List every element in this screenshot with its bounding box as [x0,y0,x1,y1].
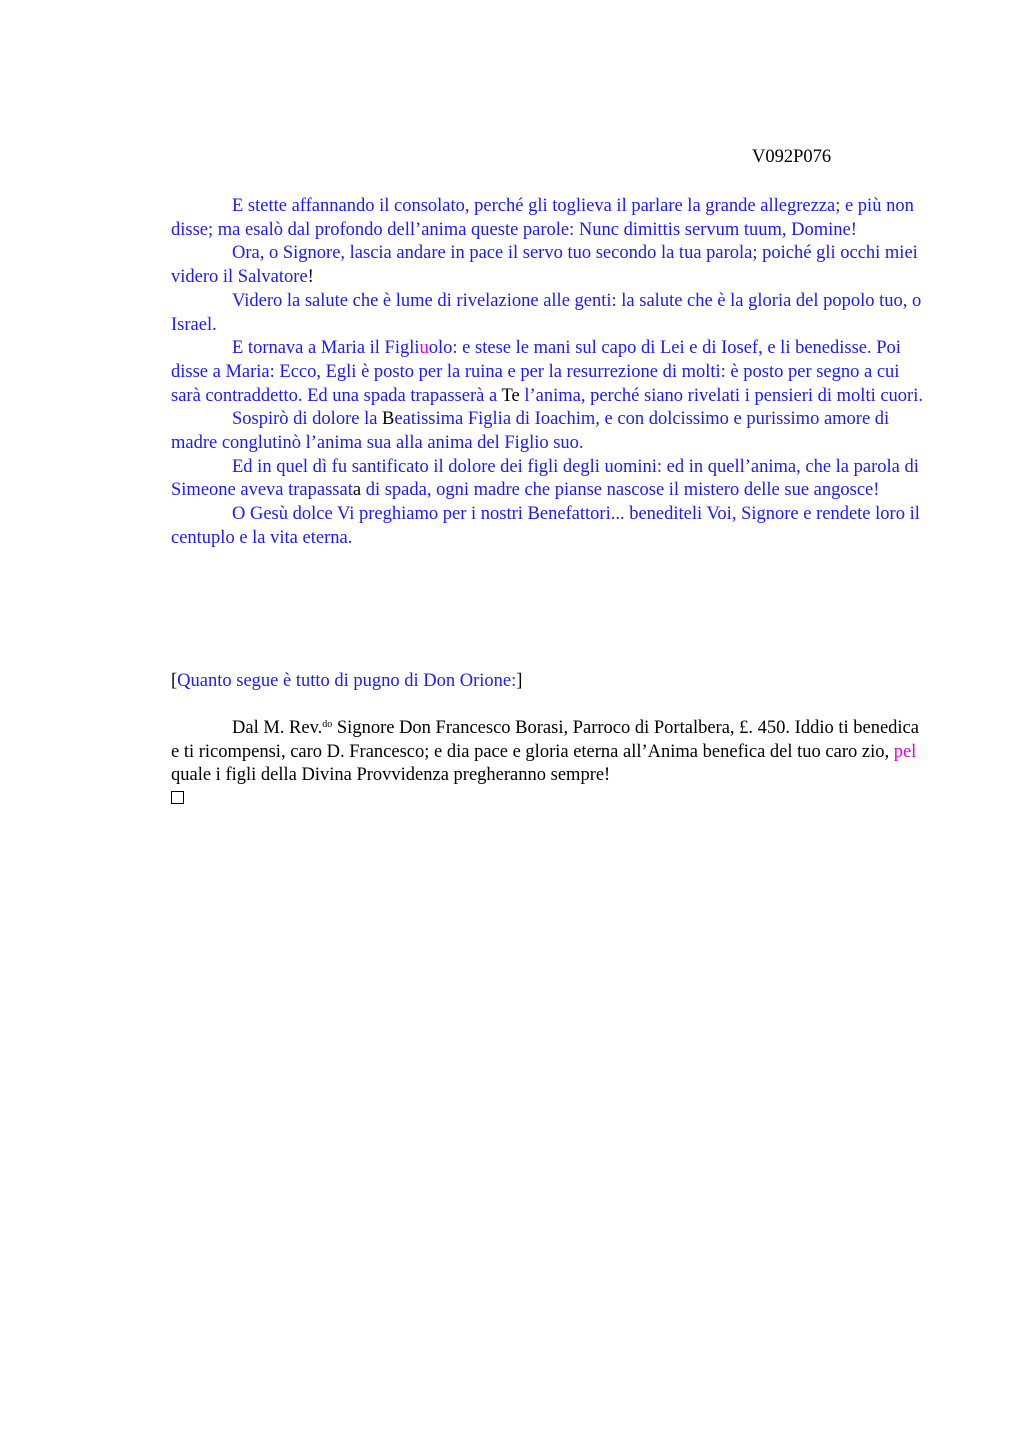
paragraph-4-text-e: l’anima, perché siano rivelati i pensieri di molti cuori. [519,385,923,406]
donation-text-b: Signore Don Francesco Borasi, Parroco di Portalbera, £. 450. Iddio ti benedica e ti ricompensi, caro D. Francesco; e dia pace e gloria eterna all’Anima benefica del tuo caro zio, [171,718,919,762]
paragraph-2-text: Ora, o Signore, lascia andare in pace il servo tuo secondo la tua parola; poiché gli occhi miei videro il Salvatore [171,243,918,288]
document-body [171,195,928,551]
note-open-bracket: [ [171,671,178,691]
note-text: Quanto segue è tutto di pugno di Don Orione: [177,671,517,691]
page-code: V092P076 [752,147,832,167]
paragraph-6-text-a: Ed in quel dì fu santificato il dolore dei figli degli uomini: ed in quell’anima, che la parola di Simeone aveva trapassat [171,456,919,501]
donation-text-a: Dal M. Rev. [232,718,323,738]
paragraph-6 [171,456,928,503]
paragraph-6-text-c: di spada, ogni madre che pianse nascose il mistero delle sue angosce! [361,480,880,501]
paragraph-3: Videro la salute che è lume di rivelazione alle genti: la salute che è la gloria del popolo tuo, o Israel. [171,290,922,335]
paragraph-1: E stette affannando il consolato, perché gli toglieva il parlare la grande allegrezza; e più non disse; ma esalò dal profondo dell’anima queste parole: Nunc dimittis servum tuum, Domine! [171,196,914,240]
donation-paragraph [171,717,928,788]
paragraph-4-text-c: olo: e stese le mani sul capo di Lei e di Iosef, e li benedisse. Poi disse a Maria: Ecco, Egli è posto per la ruina e per la resurrezione di molti: è posto per segno a cui sarà contraddetto. Ed una spada trapasserà a [171,338,901,406]
donation-pel: pel [893,741,917,762]
note-close-bracket: ] [516,671,523,691]
paragraph-4-highlight: u [419,338,429,359]
paragraph-4 [171,337,928,408]
paragraph-2-exclamation: ! [307,267,314,288]
editorial-note [171,670,522,694]
paragraph-6-a: a [352,480,362,501]
donation-superscript: do [322,719,333,730]
paragraph-4-te: Te [501,385,520,406]
donation-text-d: quale i figli della Divina Provvidenza pregheranno sempre! [171,765,611,786]
paragraph-5-b: B [382,409,395,430]
paragraph-5 [171,408,928,455]
paragraph-5-text-c: eatissima Figlia di Ioachim, e con dolcissimo e purissimo amore di madre conglutinò l’anima sua alla anima del Figlio suo. [171,409,890,454]
paragraph-2 [171,242,928,289]
empty-square-icon [171,788,928,812]
paragraph-4-text-a: E tornava a Maria il Figli [232,338,420,359]
paragraph-5-text-a: Sospirò di dolore la [232,409,383,430]
donation-note [171,717,928,812]
paragraph-7: O Gesù dolce Vi preghiamo per i nostri Benefattori... benediteli Voi, Signore e rendete loro il centuplo e la vita eterna. [171,504,920,548]
